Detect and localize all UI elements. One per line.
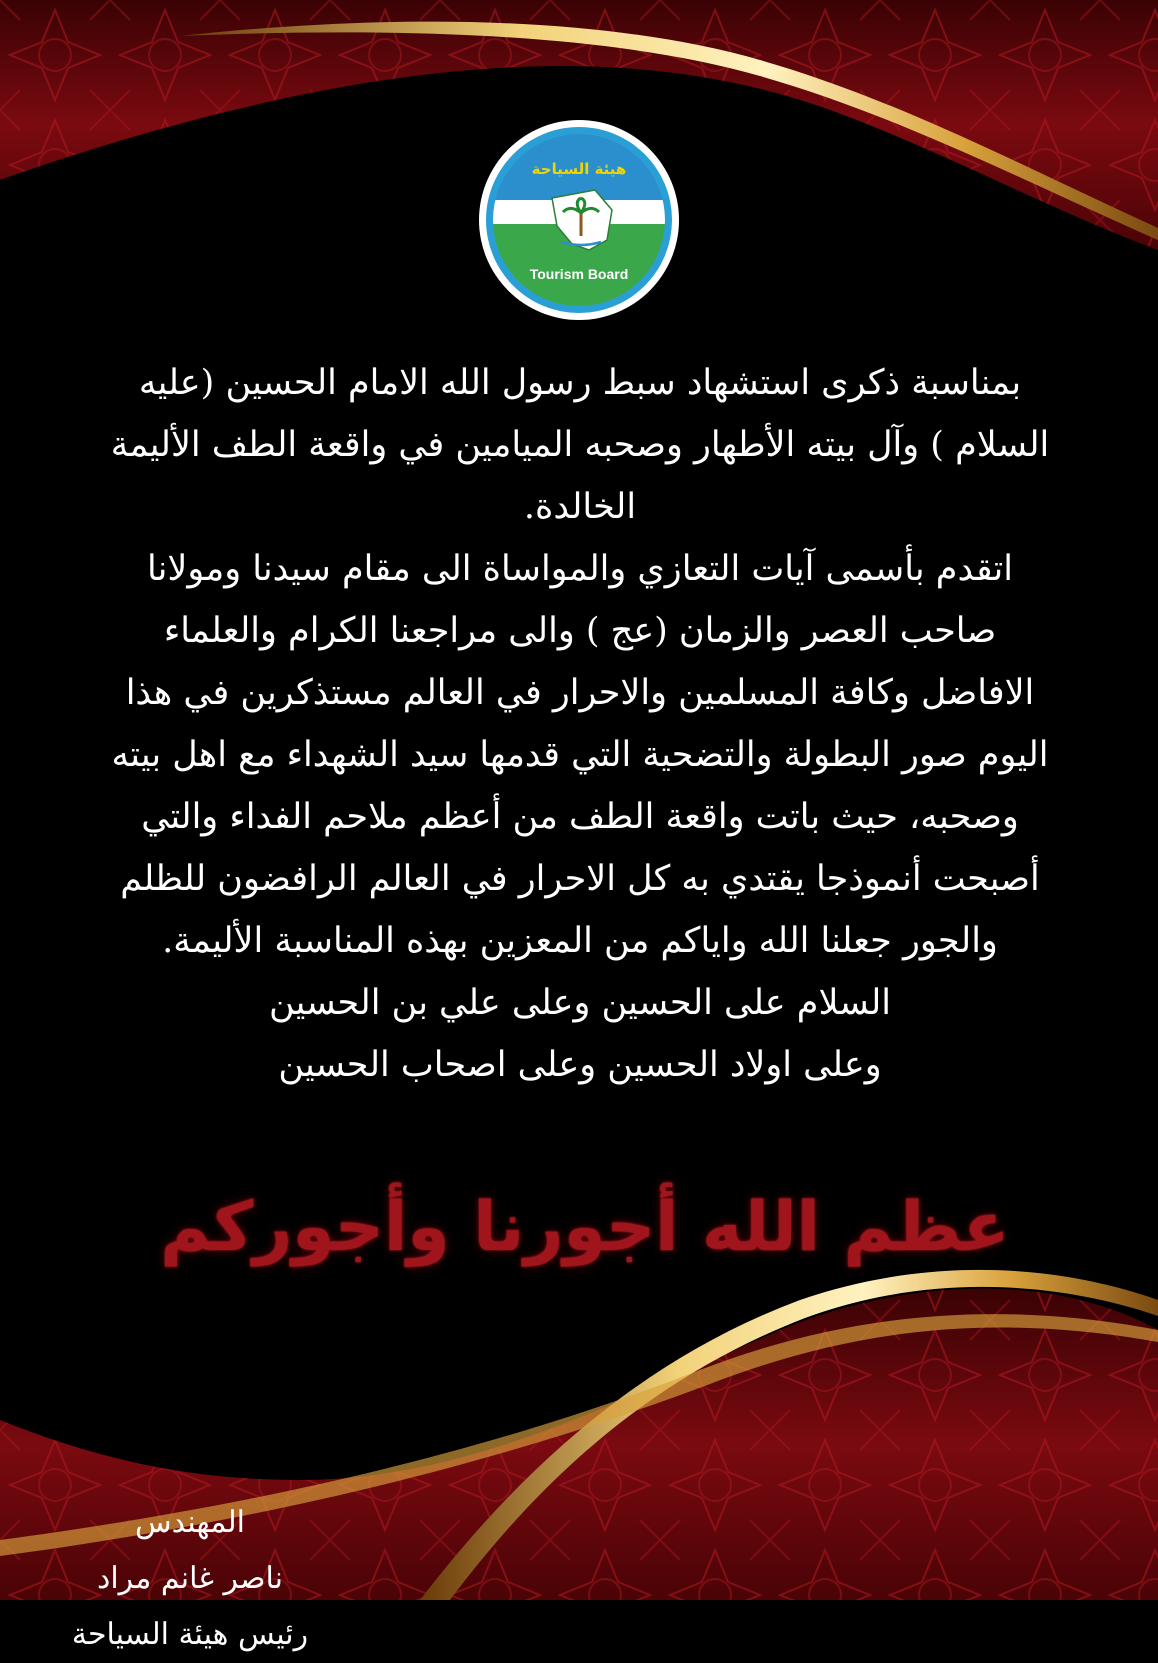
condolence-message xyxy=(105,352,1055,1096)
message-salutation-2: وعلى اولاد الحسين وعلى اصحاب الحسين xyxy=(278,1045,882,1085)
signature-name: ناصر غانم مراد xyxy=(96,1561,284,1596)
message-paragraph-2: اتقدم بأسمى آيات التعازي والمواساة الى مقام سيدنا ومولانا صاحب العصر والزمان (عج ) والى مراجعنا الكرام والعلماء الافاضل وكافة المسلمين والاحرار في العالم مستذكرين في هذا اليوم صور البطولة والتضحية التي قدمها سيد الشهداء مع اهل بيته وصحبه، حيث باتت واقعة الطف من أعظم ملاحم الفداء والتي أصبحت أنموذجا يقتدي به كل الاحرار في العالم الرافضون للظلم والجور جعلنا الله واياكم من المعزين بهذه المناسبة الأليمة. xyxy=(111,549,1049,961)
message-paragraph-1: بمناسبة ذكرى استشهاد سبط رسول الله الامام الحسين (عليه السلام ) وآل بيته الأطهار وصحبه الميامين في واقعة الطف الأليمة الخالدة. xyxy=(110,363,1050,527)
logo-emblem-icon xyxy=(477,118,681,322)
signature-position: رئيس هيئة السياحة xyxy=(71,1617,309,1652)
tourism-board-logo xyxy=(477,118,681,322)
signature-block xyxy=(40,1495,340,1663)
message-salutation-1: السلام على الحسين وعلى علي بن الحسين xyxy=(269,983,891,1023)
signature-title: المهندس xyxy=(134,1505,246,1540)
condolence-calligraphy: عظم الله أجورنا وأجوركم xyxy=(160,1188,1010,1267)
logo-english-label: Tourism Board xyxy=(529,266,629,282)
logo-arabic-label: هيئة السياحة xyxy=(531,160,627,178)
